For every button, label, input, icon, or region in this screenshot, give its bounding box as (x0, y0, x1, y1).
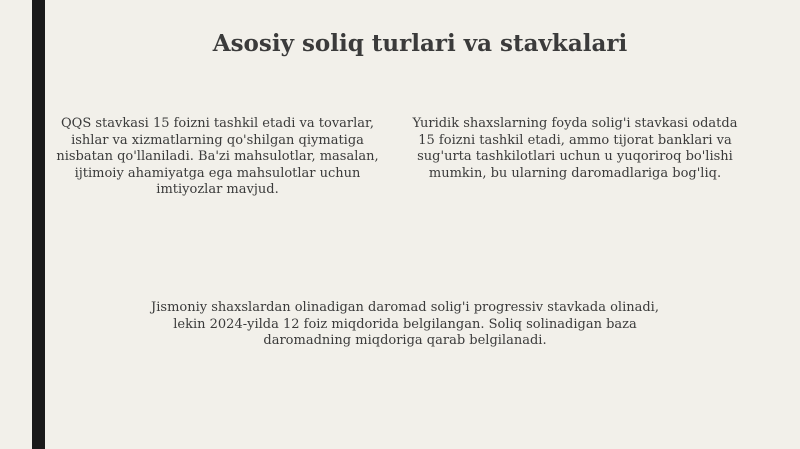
paragraph-profit-tax: Yuridik shaxslarning foyda solig'i stavkasi odatda 15 foizni tashkil etadi, ammo tijorat banklari va sug'urta tashkilotlari uchun u yuqoriroq bo'lishi mumkin, bu ularning daromadlariga bog'liq. (412, 116, 738, 181)
slide-title: Asosiy soliq turlari va stavkalari (212, 30, 628, 57)
paragraph-income-tax: Jismoniy shaxslardan olinadigan daromad solig'i progressiv stavkada olinadi, lekin 2024-yilda 12 foiz miqdorida belgilangan. Soliq solinadigan baza daromadning miqdoriga qarab belgilanadi. (151, 300, 659, 348)
paragraph-vat: QQS stavkasi 15 foizni tashkil etadi va tovarlar, ishlar va xizmatlarning qo'shilgan qiymatiga nisbatan qo'llaniladi. Ba'zi mahsulotlar, masalan, ijtimoiy ahamiyatga ega mahsulotlar uchun imtiyozlar mavjud. (56, 116, 379, 197)
accent-bar (32, 0, 45, 449)
